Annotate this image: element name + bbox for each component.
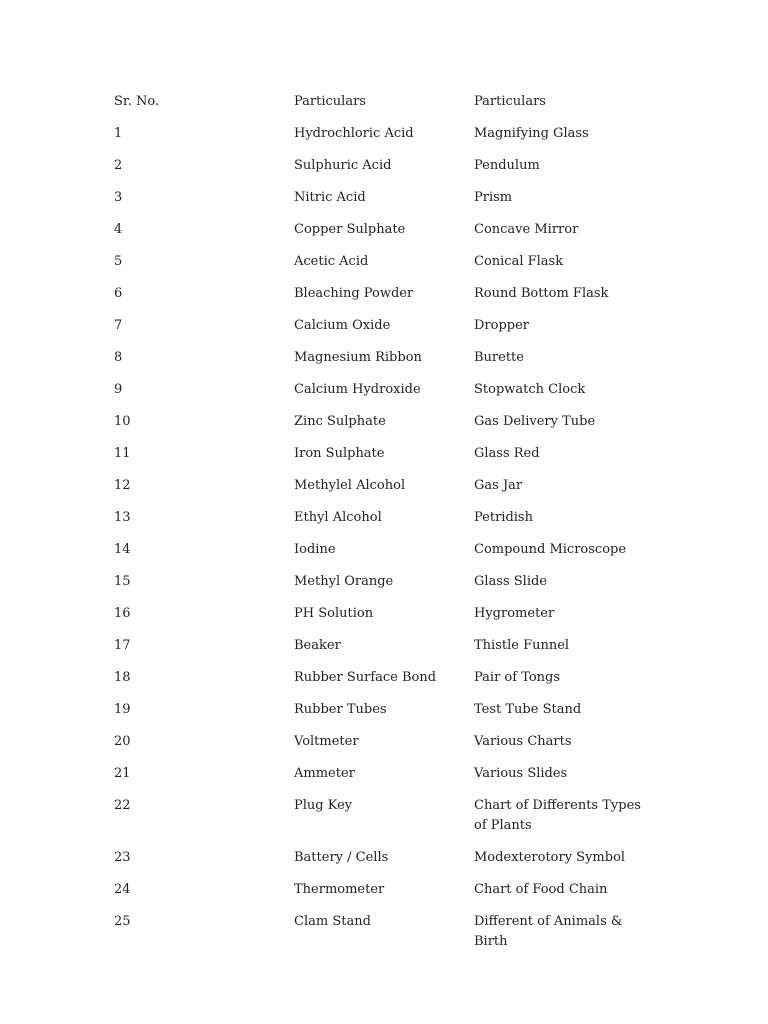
table-body xyxy=(114,124,654,952)
row-serial-number: 10 xyxy=(114,414,131,429)
row-serial-number: 9 xyxy=(114,382,123,397)
table-row xyxy=(114,508,654,540)
table-row xyxy=(114,880,654,912)
row-chemical-item: Rubber Tubes xyxy=(294,702,387,717)
row-chemical-item: Acetic Acid xyxy=(294,254,369,269)
row-serial-number: 14 xyxy=(114,542,131,557)
row-serial-number: 20 xyxy=(114,734,131,749)
row-apparatus-item: Chart of Differents Types of Plants xyxy=(474,798,641,833)
row-chemical-item: Nitric Acid xyxy=(294,190,366,205)
row-serial-number: 2 xyxy=(114,158,123,173)
row-chemical-item: Thermometer xyxy=(294,882,385,897)
row-chemical-item: Hydrochloric Acid xyxy=(294,126,414,141)
table-row xyxy=(114,380,654,412)
row-serial-number: 24 xyxy=(114,882,131,897)
row-serial-number: 25 xyxy=(114,914,131,929)
header-particulars-apparatus: Particulars xyxy=(474,94,546,109)
table-row xyxy=(114,604,654,636)
row-chemical-item: Magnesium Ribbon xyxy=(294,350,422,365)
table-row xyxy=(114,764,654,796)
table-row xyxy=(114,476,654,508)
row-chemical-item: Ammeter xyxy=(294,766,355,781)
row-serial-number: 15 xyxy=(114,574,131,589)
table-row xyxy=(114,444,654,476)
row-apparatus-item: Dropper xyxy=(474,318,530,333)
row-chemical-item: Plug Key xyxy=(294,798,353,813)
row-apparatus-item: Concave Mirror xyxy=(474,222,579,237)
row-serial-number: 7 xyxy=(114,318,123,333)
row-apparatus-item: Gas Jar xyxy=(474,478,523,493)
row-chemical-item: Calcium Oxide xyxy=(294,318,391,333)
particulars-table xyxy=(114,92,654,952)
row-serial-number: 11 xyxy=(114,446,131,461)
row-serial-number: 4 xyxy=(114,222,123,237)
row-apparatus-item: Different of Animals & Birth xyxy=(474,914,623,949)
row-chemical-item: Beaker xyxy=(294,638,341,653)
row-apparatus-item: Pendulum xyxy=(474,158,540,173)
row-apparatus-item: Modexterotory Symbol xyxy=(474,850,626,865)
row-apparatus-item: Pair of Tongs xyxy=(474,670,561,685)
row-chemical-item: Copper Sulphate xyxy=(294,222,406,237)
row-apparatus-item: Stopwatch Clock xyxy=(474,382,586,397)
row-apparatus-item: Petridish xyxy=(474,510,533,525)
row-chemical-item: Methyl Orange xyxy=(294,574,394,589)
row-chemical-item: Sulphuric Acid xyxy=(294,158,392,173)
table-header-row xyxy=(114,92,654,124)
row-serial-number: 3 xyxy=(114,190,123,205)
row-serial-number: 5 xyxy=(114,254,123,269)
row-serial-number: 13 xyxy=(114,510,131,525)
row-serial-number: 18 xyxy=(114,670,131,685)
table-row xyxy=(114,412,654,444)
row-chemical-item: Clam Stand xyxy=(294,914,371,929)
table-row xyxy=(114,796,654,848)
row-chemical-item: PH Solution xyxy=(294,606,374,621)
row-apparatus-item: Prism xyxy=(474,190,513,205)
row-chemical-item: Voltmeter xyxy=(294,734,359,749)
table-row xyxy=(114,912,654,952)
row-apparatus-item: Round Bottom Flask xyxy=(474,286,609,301)
row-chemical-item: Iodine xyxy=(294,542,336,557)
row-apparatus-item: Test Tube Stand xyxy=(474,702,582,717)
table-row xyxy=(114,220,654,252)
row-apparatus-item: Thistle Funnel xyxy=(474,638,570,653)
row-chemical-item: Bleaching Powder xyxy=(294,286,414,301)
row-chemical-item: Rubber Surface Bond xyxy=(294,670,437,685)
row-serial-number: 19 xyxy=(114,702,131,717)
row-chemical-item: Methylel Alcohol xyxy=(294,478,406,493)
header-particulars-chemicals: Particulars xyxy=(294,94,366,109)
row-apparatus-item: Glass Slide xyxy=(474,574,548,589)
row-serial-number: 8 xyxy=(114,350,123,365)
table-row xyxy=(114,252,654,284)
row-apparatus-item: Conical Flask xyxy=(474,254,564,269)
row-apparatus-item: Glass Red xyxy=(474,446,540,461)
row-apparatus-item: Chart of Food Chain xyxy=(474,882,608,897)
table-row xyxy=(114,124,654,156)
row-apparatus-item: Compound Microscope xyxy=(474,542,627,557)
table-row xyxy=(114,540,654,572)
table-row xyxy=(114,668,654,700)
row-apparatus-item: Burette xyxy=(474,350,524,365)
row-chemical-item: Battery / Cells xyxy=(294,850,389,865)
row-chemical-item: Calcium Hydroxide xyxy=(294,382,421,397)
table-row xyxy=(114,636,654,668)
row-serial-number: 23 xyxy=(114,850,131,865)
row-serial-number: 1 xyxy=(114,126,123,141)
row-chemical-item: Zinc Sulphate xyxy=(294,414,386,429)
row-serial-number: 21 xyxy=(114,766,131,781)
table-row xyxy=(114,348,654,380)
row-serial-number: 16 xyxy=(114,606,131,621)
table-row xyxy=(114,700,654,732)
row-serial-number: 17 xyxy=(114,638,131,653)
row-chemical-item: Iron Sulphate xyxy=(294,446,385,461)
row-apparatus-item: Various Charts xyxy=(474,734,572,749)
row-apparatus-item: Gas Delivery Tube xyxy=(474,414,596,429)
table-row xyxy=(114,848,654,880)
table-row xyxy=(114,156,654,188)
table-row xyxy=(114,732,654,764)
table-row xyxy=(114,284,654,316)
row-apparatus-item: Hygrometer xyxy=(474,606,555,621)
row-serial-number: 22 xyxy=(114,798,131,813)
table-row xyxy=(114,188,654,220)
row-chemical-item: Ethyl Alcohol xyxy=(294,510,382,525)
row-serial-number: 12 xyxy=(114,478,131,493)
row-serial-number: 6 xyxy=(114,286,123,301)
row-apparatus-item: Various Slides xyxy=(474,766,568,781)
row-apparatus-item: Magnifying Glass xyxy=(474,126,589,141)
table-row xyxy=(114,316,654,348)
table-row xyxy=(114,572,654,604)
header-sr-no: Sr. No. xyxy=(114,94,160,109)
